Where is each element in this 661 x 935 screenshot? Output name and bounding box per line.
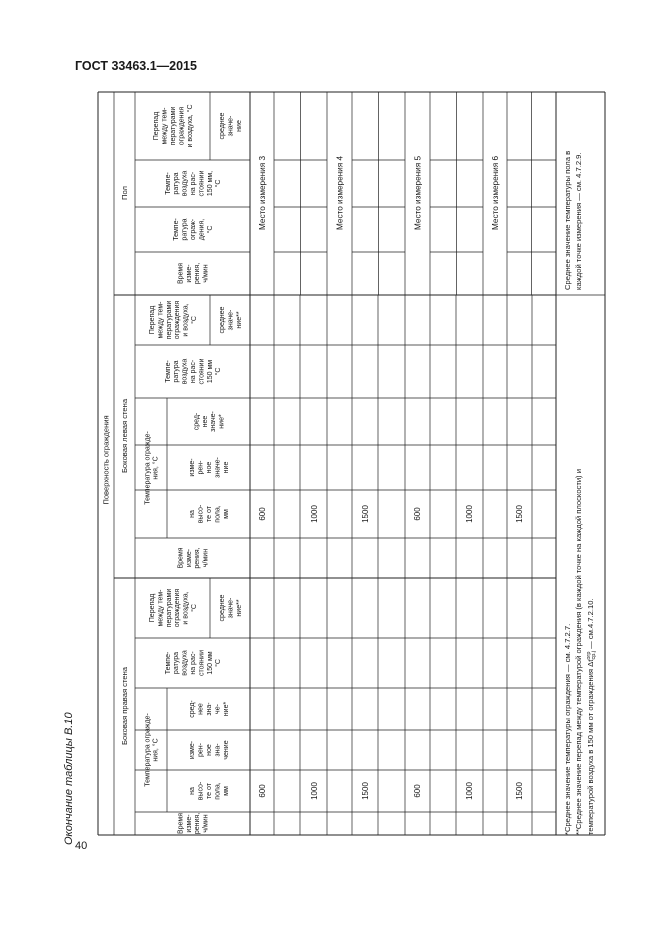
rw-air-temp-header-line: Темпе- [164,651,172,675]
lw-air-temp-header-line: °С [215,367,223,376]
lw-diff-header-line: между тем- [157,301,165,339]
lw-height-value [258,507,267,521]
rw-measured-header-line: чение [222,740,230,760]
fl-air-temp-header-line: 150 мм, [206,170,214,197]
lw-wall-temp-header [144,431,159,505]
lw-height-value-line: 600 [257,507,267,521]
rw-measured-header-line: ное [205,744,213,756]
rw-diff-header-line: °С [190,604,198,612]
rw-height-header-line: те от [205,783,213,799]
fl-air-temp-header-line: на рас- [189,171,197,196]
lw-air-temp-header-line: на рас- [189,359,197,384]
lw-air-temp-header [165,358,222,384]
lw-height-value-line: 1000 [464,505,474,523]
lw-height-value-line: 1500 [360,505,370,523]
rw-wall-temp-header [144,713,159,787]
lw-time-header [177,547,209,568]
rw-air-temp-header-line: 150 мм [206,651,214,675]
lw-height-value [310,505,319,523]
lw-diff-header-line: и воздуха, [182,303,190,337]
note-avg-diff: **Среднее значение перепад между температурой ограждения (в каждой точке на каждой плоскости) и [574,469,583,835]
measurement-place-label [413,156,422,230]
fl-time-header [177,263,209,284]
rw-height-header-line: высо- [197,781,205,801]
page-number: 40 [75,840,88,852]
rw-height-value [361,782,370,800]
fl-diff-avg-header [219,112,243,139]
lw-time-header-line: изме- [185,548,193,568]
lw-height-value-line: 1000 [309,505,319,523]
rw-height-value [465,782,474,800]
rw-height-value-line: 600 [412,784,422,798]
rw-height-value [413,784,422,798]
top-header-label [102,415,111,504]
note-floor-temp-cont: каждой точке измерения — см. 4.7.2.9. [574,152,583,290]
floor-label [120,186,129,200]
fl-time-header-line: Время [177,262,185,285]
fl-air-temp-header-line: Темпе- [164,172,172,195]
lw-air-temp-header-line: стоянии [198,358,206,385]
lw-time-header-line: ч/мин [202,548,210,568]
right-wall-label-line: Боковая правая стена [120,666,130,746]
fl-time-header-line: изме- [185,264,193,283]
rw-height-value-line: 1000 [309,782,319,800]
rw-air-temp-header-line: ратура [173,651,181,675]
rw-diff-header [149,589,198,628]
rw-time-header [177,813,209,834]
lw-diff-header-line: °С [190,316,198,324]
rw-avg-header-line: че- [214,704,222,714]
lw-wall-temp-header-line: Температура огражде- [144,431,152,505]
rw-diff-header-line: пературами [165,588,173,628]
rw-height-value [515,782,524,800]
fl-diff-avg-header-line: среднее [219,112,227,140]
rw-height-header-line: на [189,787,197,795]
lw-height-value [413,507,422,521]
rw-time-header-line: ч/мин [202,814,210,833]
table-labels [102,104,597,835]
rw-measured-header-line: рен- [197,743,205,757]
fl-air-temp-header-line: стоянии [198,170,206,197]
lw-diff-avg-header-line: значе- [227,309,235,331]
lw-height-value [515,505,524,523]
rw-avg-header [189,700,230,718]
rw-diff-header-line: между тем- [157,589,165,627]
measurement-place-label-line: Место измерения 4 [335,155,345,231]
rw-wall-temp-header-line: ния, °С [152,738,160,762]
lw-height-value-line: 600 [412,507,422,521]
note-avg-wall-temp: *Среднее значение температуры ограждения — см. 4.7.2.7. [563,623,572,835]
fl-diff-avg-header-line: ние [235,120,243,132]
rw-air-temp-header-line: °С [215,659,223,667]
fl-diff-header-line: ограждения [178,106,186,146]
rw-diff-avg-header-line: ние** [235,599,243,617]
lw-measured-header-line: ное [205,461,213,474]
lw-height-value-line: 1500 [514,505,524,523]
fl-time-header-line: рения, [194,262,202,285]
rw-measured-header-line: зна- [214,743,222,757]
rw-avg-header-line: ние* [222,701,230,717]
fl-time-header-line: ч/мин [202,264,210,283]
rw-air-temp-header-line: воздуха [181,650,189,676]
lw-avg-header [193,410,225,431]
measurement-place-label-line: Место измерения 3 [257,155,267,231]
fl-floor-temp-header-line: Темпе- [173,218,181,241]
lw-avg-header-line: ние* [218,414,226,429]
lw-air-temp-header-line: 150 мм [206,359,214,384]
rw-time-header-line: рения, [194,812,202,835]
fl-floor-temp-header [173,218,214,241]
fl-air-temp-header-line: ратура [173,172,181,195]
rw-air-temp-header-line: на рас- [189,651,197,675]
lw-height-value [465,505,474,523]
lw-measured-header-line: изме- [189,458,197,477]
fl-floor-temp-header-line: °С [206,225,214,234]
lw-avg-header-line: значе- [210,411,218,432]
rw-avg-header-line: зна- [205,702,213,716]
fl-diff-header [153,104,194,147]
left-wall-label [120,398,129,473]
lw-measured-header-line: значе- [214,457,222,478]
fl-floor-temp-header-line: ограж- [189,218,197,241]
measurement-place-label [491,156,500,230]
lw-diff-header-line: Перепад [148,305,156,335]
lw-height-header-line: пола, [214,505,222,523]
note-air-temp: температурой воздуха в 150 мм от ограждения $\Delta t^{огр}ср.j$ — см.4.7.2.10. [586,598,597,835]
fl-diff-header-line: пературами [169,106,177,146]
table-caption: Окончание таблицы В.10 [63,712,75,845]
rw-height-header-line: пола, [214,782,222,800]
lw-height-header-line: мм [222,509,230,519]
rw-height-header [189,781,230,800]
lw-avg-header-line: сред- [193,412,201,431]
lw-height-header [189,504,230,523]
table-grid [98,92,605,835]
fl-diff-header-line: и воздуха, °С [186,104,194,148]
rw-height-value [310,782,319,800]
rw-time-header-line: Время [177,812,185,835]
rw-height-value [258,784,267,798]
lw-height-header-line: те от [205,506,213,522]
rw-diff-avg-header-line: среднее [219,594,227,622]
lw-diff-avg-header-line: ние** [235,311,243,329]
rw-air-temp-header-line: стоянии [198,650,206,676]
fl-floor-temp-header-line: дения, [198,218,206,241]
fl-air-temp-header-line: °С [215,179,223,188]
lw-diff-avg-header [219,306,243,333]
fl-diff-header-line: между тем- [161,107,169,145]
fl-air-temp-header-line: воздуха [181,170,189,197]
lw-diff-header [149,301,198,340]
lw-measured-header-line: рен- [197,460,205,475]
rw-diff-avg-header-line: значе- [227,597,235,619]
rw-height-value-line: 600 [257,784,267,798]
fl-floor-temp-header-line: ратура [181,218,189,241]
lw-time-header-line: рения, [194,547,202,569]
measurement-place-label [258,156,267,230]
lw-air-temp-header-line: Темпе- [164,360,172,383]
floor-label-line: Пол [120,186,130,200]
lw-air-temp-header-line: ратура [173,360,181,383]
lw-measured-header-line: ние [222,461,230,474]
rw-measured-header [189,740,230,759]
left-wall-label-line: Боковая левая стена [120,398,130,474]
rw-avg-header-line: сред- [189,700,197,718]
lw-measured-header [189,456,230,477]
lw-wall-temp-header-line: ния, °С [152,456,160,480]
lw-height-header-line: на [189,510,197,518]
note-floor-temp: Среднее значение температуры пола в [563,150,572,290]
fl-diff-header-line: Перепад [153,111,161,141]
lw-time-header-line: Время [177,547,185,569]
right-wall-label [120,666,129,745]
rw-height-header-line: мм [222,786,230,796]
rw-time-header-line: изме- [185,814,193,833]
fl-diff-avg-header-line: значе- [227,115,235,137]
rw-height-value-line: 1000 [464,782,474,800]
rw-avg-header-line: нее [197,703,205,715]
lw-diff-header-line: ограждения [174,300,182,340]
rw-diff-avg-header [219,594,243,621]
measurement-place-label-line: Место измерения 6 [490,155,500,231]
rw-diff-header-line: Перепад [148,593,156,623]
lw-height-value [361,505,370,523]
document-code: ГОСТ 33463.1—2015 [75,59,197,73]
rw-height-value-line: 1500 [360,782,370,800]
rw-wall-temp-header-line: Температура огражде- [144,713,152,787]
measurement-place-label [335,156,344,230]
rw-air-temp-header [165,650,222,676]
lw-air-temp-header-line: воздуха [181,358,189,385]
rw-height-value-line: 1500 [514,782,524,800]
lw-height-header-line: высо- [197,504,205,524]
lw-avg-header-line: нее [201,415,209,428]
rw-measured-header-line: изме- [189,740,197,760]
rw-diff-header-line: ограждения [174,588,182,628]
fl-air-temp-header [165,170,222,196]
lw-diff-avg-header-line: среднее [219,306,227,334]
lw-diff-header-line: пературами [165,300,173,340]
measurement-place-label-line: Место измерения 5 [413,155,423,231]
rw-diff-header-line: и воздуха, [182,591,190,625]
top-header-label-line: Поверхность ограждения [101,415,111,505]
